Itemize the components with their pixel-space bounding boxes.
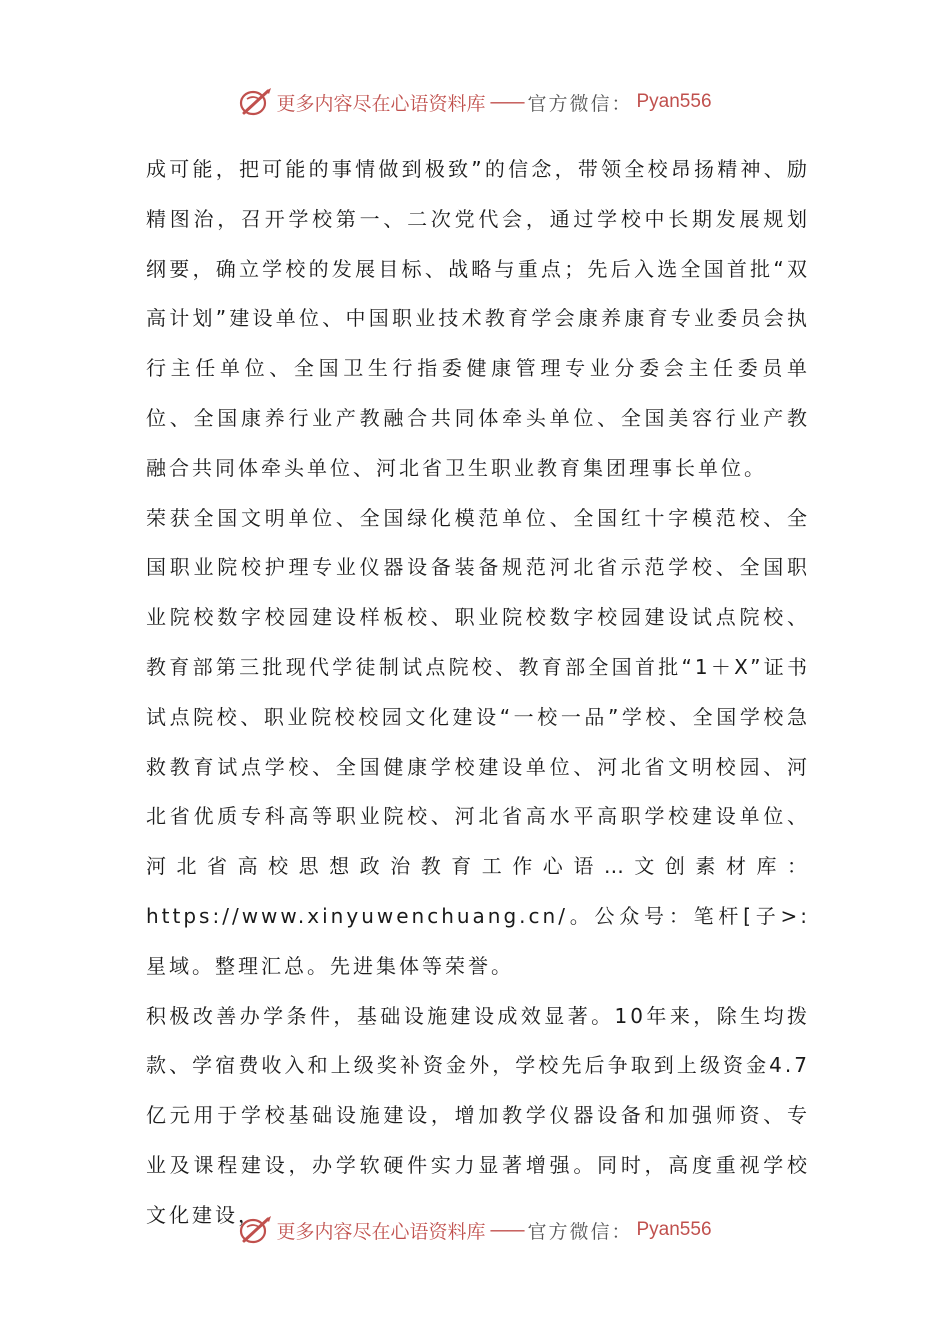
- header-contact-label: 官方微信：: [527, 92, 633, 115]
- footer-brand-text: 更多内容尽在心语资料库: [276, 1220, 486, 1243]
- footer-dash: ——: [489, 1219, 524, 1241]
- paragraph-2: 荣获全国文明单位、全国绿化模范单位、全国红十字模范校、全国职业院校护理专业仪器设备装备规范河北省示范学校、全国职业院校数字校园建设样板校、职业院校数字校园建设试点院校、教育部第三批现代学徒制试点院校、教育部全国首批“1＋X”证书试点院校、职业院校校园文化建设“一校一品”学校、全国学校急救教育试点学校、全国健康学校建设单位、河北省文明校园、河北省优质专科高等职业院校、河北省高水平高职学校建设单位、河北省高校思想政治教育工作心语…文创素材库：https://www.xinyuwenchuang.cn/。公众号：笔杆[子>:星域。整理汇总。先进集体等荣誉。: [146, 505, 810, 978]
- footer-banner: [238, 1215, 711, 1245]
- document-body: [146, 145, 810, 1241]
- header-contact-id: Pyan556: [636, 91, 712, 112]
- footer-contact-label: 官方微信：: [527, 1220, 633, 1243]
- paragraph-1: 成可能，把可能的事情做到极致”的信念，带领全校昂扬精神、励精图治，召开学校第一、二次党代会，通过学校中长期发展规划纲要，确立学校的发展目标、战略与重点；先后入选全国首批“双高计划”建设单位、中国职业技术教育学会康养康育专业委员会执行主任单位、全国卫生行指委健康管理专业分委会主任委员单位、全国康养行业产教融合共同体牵头单位、全国美容行业产教融合共同体牵头单位、河北省卫生职业教育集团理事长单位。: [146, 157, 810, 480]
- page-header: [0, 82, 950, 122]
- footer-contact-id: Pyan556: [636, 1219, 712, 1240]
- pen-logo-icon: [238, 87, 272, 117]
- page-footer: [0, 1210, 950, 1250]
- paragraph-3: 积极改善办学条件，基础设施建设成效显著。10年来，除生均拨款、学宿费收入和上级奖补资金外，学校先后争取到上级资金4.7亿元用于学校基础设施建设，增加教学仪器设备和加强师资、专业及课程建设，办学软硬件实力显著增强。同时，高度重视学校文化建设，: [146, 1003, 810, 1227]
- header-banner: [238, 87, 711, 117]
- header-brand-text: 更多内容尽在心语资料库: [276, 92, 486, 115]
- header-dash: ——: [489, 91, 524, 113]
- pen-logo-icon: [238, 1215, 272, 1245]
